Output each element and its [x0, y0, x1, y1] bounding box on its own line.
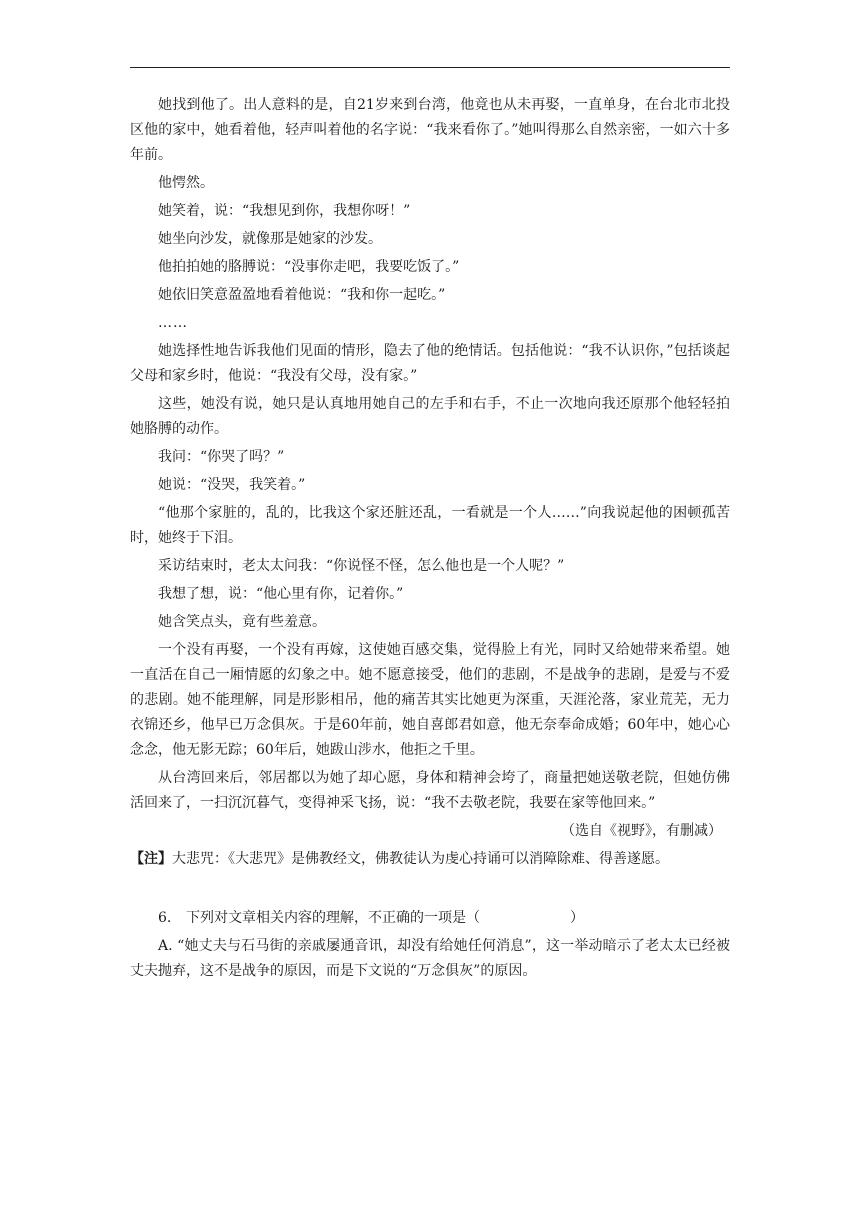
option-a[interactable]: A. “她丈夫与石马街的亲戚屡通音讯，却没有给她任何消息”，这一举动暗示了老太太已经被丈夫抛弃，这不是战争的原因，而是下文说的“万念俱灰”的原因。 [130, 938, 730, 979]
paragraph: 她含笑点头，竟有些羞意。 [158, 614, 326, 630]
question-6 [130, 906, 730, 984]
question-number: 6. [158, 910, 172, 926]
question-stem-text: 下列对文章相关内容的理解，不正确的一项是（ [186, 910, 480, 926]
ellipsis: …… [158, 315, 188, 331]
paragraph: 她笑着，说：“我想见到你，我想你呀！” [158, 203, 411, 219]
paragraph: 我问：“你哭了吗？” [158, 449, 285, 465]
paragraph: 一个没有再娶，一个没有再嫁，这使她百感交集，觉得脸上有光，同时又给她带来希望。她一直活在自己一厢情愿的幻象之中。她不愿意接受，他们的悲剧，不是战争的悲剧，是爱与不爱的悲剧。她不能理解，同是形影相吊，他的痛苦其实比她更为深重，天涯沦落，家业荒芜，无力衣锦还乡，他早已万念俱灰。于是60年前，她自喜郎君如意，他无奈奉命成婚；60年中，她心心念念，他无影无踪；60年后，她跋山涉水，他拒之千里。 [130, 642, 730, 758]
paragraph: 他拍拍她的胳膊说：“没事你走吧，我要吃饭了。” [158, 259, 460, 275]
paragraph: 她依旧笑意盈盈地看着他说：“我和你一起吃。” [158, 287, 446, 303]
paragraph: “他那个家脏的，乱的，比我这个家还脏还乱，一看就是一个人……”向我说起他的困顿孤苦时，她终于下泪。 [130, 505, 730, 546]
paragraph: 这些，她没有说，她只是认真地用她自己的左手和右手，不止一次地向我还原那个他轻轻拍她胳膊的动作。 [130, 396, 730, 437]
paragraph: 采访结束时，老太太问我：“你说怪不怪，怎么他也是一个人呢？” [158, 558, 565, 574]
header-rule [130, 67, 730, 68]
paragraph: 她找到他了。出人意料的是，自21岁来到台湾，他竟也从未再娶，一直单身，在台北市北投区他的家中，她看着他，轻声叫着他的名字说：“我来看你了。”她叫得那么自然亲密，一如六十多年前。 [130, 97, 730, 163]
paragraph: 我想了想，说：“他心里有你，记着你。” [158, 586, 404, 602]
paragraph: 她坐向沙发，就像那是她家的沙发。 [158, 231, 382, 247]
source-citation: （选自《视野》，有删减） [561, 823, 722, 839]
footnote-text: 大悲咒：《大悲咒》是佛教经文，佛教徒认为虔心持诵可以消障除难、得善遂愿。 [172, 851, 669, 867]
paragraph: 从台湾回来后，邻居都以为她了却心愿，身体和精神会垮了，商量把她送敬老院，但她仿佛活回来了，一扫沉沉暮气，变得神采飞扬，说：“我不去敬老院，我要在家等他回来。” [130, 770, 730, 811]
paragraph: 她选择性地告诉我他们见面的情形，隐去了他的绝情话。包括他说：“我不认识你，”包括谈起父母和家乡时，他说：“我没有父母，没有家。” [130, 343, 730, 384]
paragraph: 她说：“没哭，我笑着。” [158, 477, 306, 493]
footnote-label: 【注】 [130, 851, 172, 867]
paragraph: 他愕然。 [158, 175, 214, 191]
question-stem-end: ） [570, 910, 584, 926]
question-stem [130, 906, 730, 931]
document-body [130, 93, 730, 984]
footnote [130, 847, 730, 872]
